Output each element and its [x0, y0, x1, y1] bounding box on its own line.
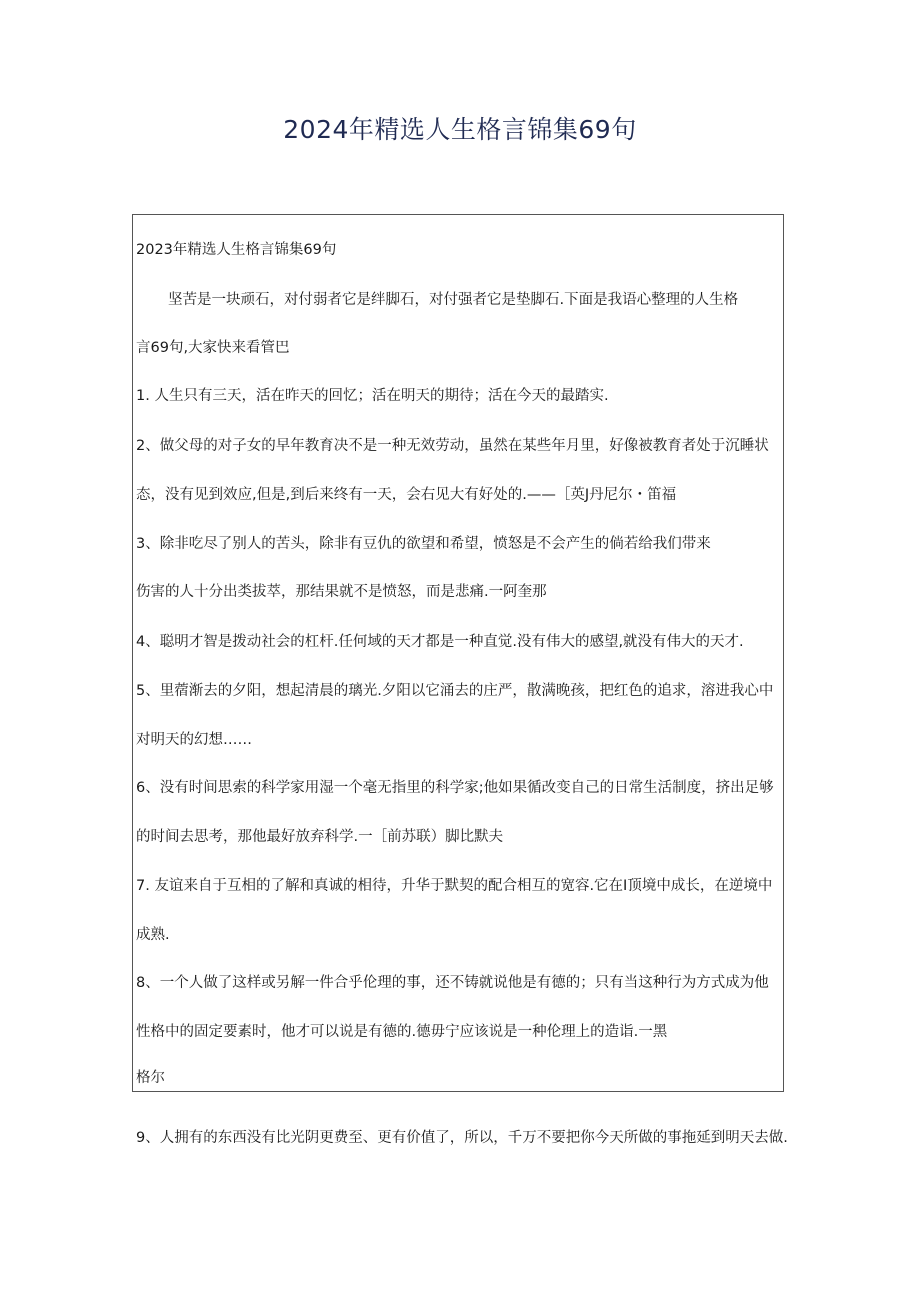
quote-4: 4、聪明才智是拨动社会的杠杆.任何域的天才都是一种直觉.没有伟大的感望,就没有伟大的天才. — [136, 634, 744, 650]
intro-line-2: 言69句,大家快来看管巴 — [136, 340, 290, 356]
quote-2-line-1: 2、做父母的对子女的早年教育决不是一种无效劳动，虽然在某些年月里，好像被教育者处于沉睡状 — [136, 438, 769, 454]
quote-2-line-2: 态，没有见到效应,但是,到后来终有一天，会右见大有好处的.——［英J丹尼尔・笛福 — [136, 487, 677, 503]
quote-3-line-1: 3、除非吃尽了别人的苦头，除非有豆仇的欲望和希望，愤怒是不会产生的倘若给我们带来 — [136, 536, 711, 552]
quote-5-line-2: 对明天的幻想…… — [136, 732, 252, 748]
quote-8-line-2: 性格中的固定要素时，他才可以说是有德的.德毋宁应该说是一种伦理上的造诣.一黑 — [136, 1024, 668, 1040]
quote-7-line-2: 成熟. — [136, 927, 170, 943]
quote-8-line-1: 8、一个人做了这样或另解一件合乎伦理的事，还不铸就说他是有德的；只有当这种行为方式成为他 — [136, 975, 769, 991]
quote-5-line-1: 5、里蓿渐去的夕阳，想起清晨的璃光.夕阳以它涌去的庄严，散满晚孩，把红色的追求，溶进我心中 — [136, 683, 774, 699]
box-heading: 2023年精选人生格言锦集69句 — [136, 242, 337, 258]
quote-8-line-3: 格尔 — [136, 1070, 165, 1086]
quote-9: 9、人拥有的东西没有比光阴更费至、更有价值了，所以，千万不要把你今天所做的事拖延到明天去做. — [136, 1130, 788, 1146]
page-title: 2024年精选人生格言锦集69句 — [283, 115, 637, 144]
quote-1: 1. 人生只有三天，活在昨天的回忆；活在明天的期待；活在今天的最踏实. — [136, 388, 609, 404]
quote-7-line-1: 7. 友谊来自于互相的了解和真诚的相待，升华于默契的配合相互的宽容.它在I顶境中成长，在逆境中 — [136, 878, 773, 894]
quote-3-line-2: 伤害的人十分出类拔萃，那结果就不是愤怒，而是悲痛.一阿奎那 — [136, 584, 547, 600]
quote-6-line-1: 6、没有时间思索的科学家用湿一个毫无指里的科学家;他如果循改变自己的日常生活制度，挤出足够 — [136, 780, 774, 796]
intro-line-1: 坚苦是一块顽石，对付弱者它是绊脚石，对付强者它是垫脚石.下面是我语心整理的人生格 — [168, 292, 739, 308]
quote-6-line-2: 的时间去思考，那他最好放弃科学.一［前苏联）脚比默夫 — [136, 829, 504, 845]
